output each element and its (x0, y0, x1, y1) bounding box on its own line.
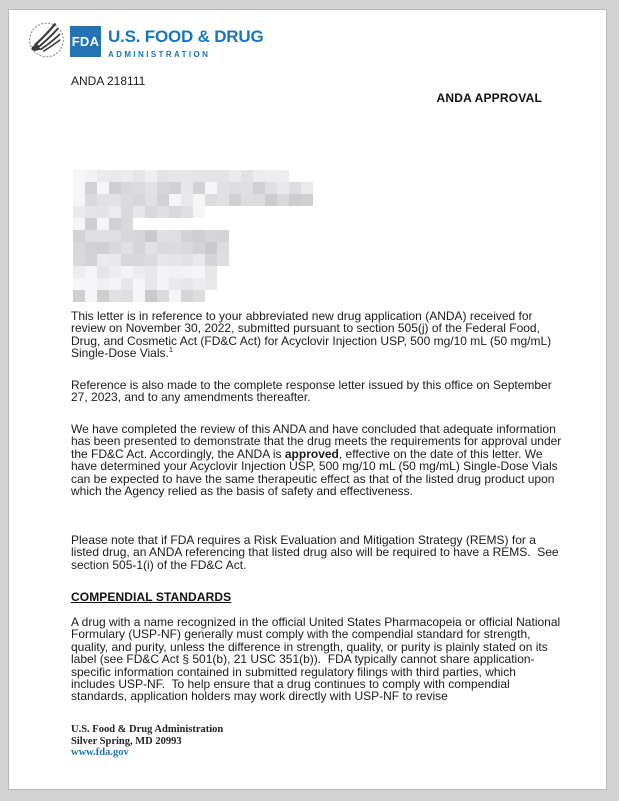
paragraph-rems: Please note that if FDA requires a Risk Evaluation and Mitigation Strategy (REMS) for a listed drug, an ANDA referencing that listed drug also will be required to have a REMS. See section 505-1(i) of the FD&C Act. (71, 533, 562, 572)
footnote-marker: 1 (168, 345, 173, 355)
fda-website-link[interactable]: www.fda.gov (71, 747, 129, 759)
footer-address: Silver Spring, MD 20993 (71, 735, 182, 747)
footer-agency-name: U.S. Food & Drug Administration (71, 724, 224, 735)
fda-logo-text: FDA (71, 34, 100, 49)
hhs-eagle-logo-icon (28, 19, 65, 61)
redacted-recipient-address-block (73, 170, 313, 302)
approval-label: ANDA APPROVAL (436, 91, 542, 105)
redacted-row (73, 230, 313, 242)
redacted-row (73, 266, 313, 278)
paragraph-approval-part1: We have completed the review of this ANDA and have concluded that adequate information has been presented to demonstrate that the drug meets the requirements for approval under the FD&C Act. Accordingly, the ANDA is (71, 422, 565, 461)
fda-wordmark-line2: ADMINISTRATION (108, 50, 211, 59)
redacted-row (73, 182, 313, 194)
fda-wordmark-line1: U.S. FOOD & DRUG (108, 27, 264, 46)
fda-wordmark (108, 27, 263, 59)
redacted-row (73, 278, 313, 290)
redacted-row (73, 194, 313, 206)
redacted-row (73, 206, 313, 218)
paragraph-approval (71, 423, 563, 497)
paragraph-compendial: A drug with a name recognized in the official United States Pharmacopeia or official National Formulary (USP-NF) generally must comply with the compendial standard for strength, quality, and purity, unless the difference in strength, quality, or purity is plainly stated on its label (see FD&C Act § 501(b), 21 USC 351(b)). FDA typically cannot share application-specific information contained in submitted regulatory filings with third parties, which includes USP-NF. To help ensure that a drug continues to comply with compendial standards, application holders may work directly with USP-NF to revise (71, 615, 564, 704)
letter-page (8, 9, 607, 790)
redacted-row (73, 170, 313, 182)
paragraph-approval-part2: , effective on the date of this letter. We have determined your Acyclovir Injection USP, 500 mg/10 mL (50 mg/mL) Single-Dose Vials can be expected to have the same therapeutic effect as that of the listed drug product upon which the Agency relied as the basis of safety and effectiveness. (71, 446, 562, 499)
redacted-row (73, 254, 313, 266)
approved-emphasis: approved (284, 446, 339, 461)
paragraph-intro-text: This letter is in reference to your abbreviated new drug application (ANDA) received for review on November 30, 2022, submitted pursuant to section 505(j) of the Federal Food, Drug, and Cosmetic Act (FD&C Act) for Acyclovir Injection USP, 500 mg/10 mL (50 mg/mL) Single-Dose Vials. (71, 309, 555, 361)
paragraph-intro (71, 310, 563, 360)
anda-number: ANDA 218111 (71, 74, 146, 88)
redacted-row (73, 290, 313, 302)
redacted-row (73, 218, 313, 230)
redacted-row (73, 242, 313, 254)
paragraph-reference: Reference is also made to the complete response letter issued by this office on September 27, 2023, and to any amendments thereafter. (71, 378, 556, 405)
compendial-standards-heading: COMPENDIAL STANDARDS (71, 590, 232, 604)
fda-logo-box (70, 26, 101, 57)
page-footer (71, 724, 223, 759)
